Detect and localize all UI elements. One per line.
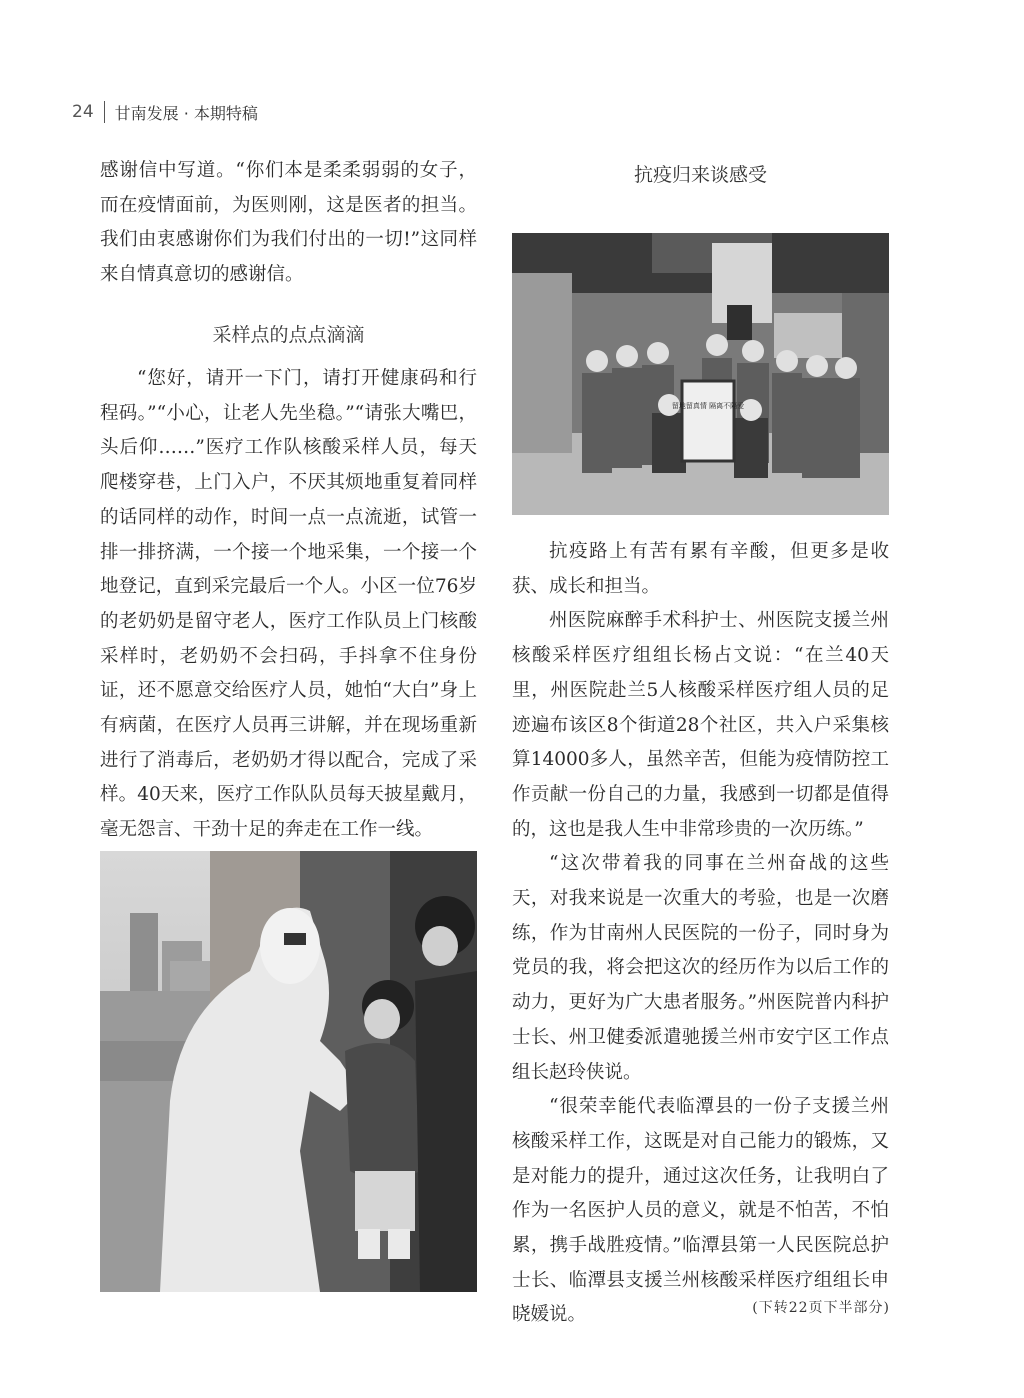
right-paragraph-4: “很荣幸能代表临潭县的一份子支援兰州核酸采样工作，这既是对自己能力的锻炼，又是对能力的提升，通过这次任务，让我明白了作为一名医护人员的意义，就是不怕苦，不怕累，携手战胜疫情。”临潭县第一人民医院总护士长、临潭县支援兰州核酸采样医疗组组长申晓媛说。 xyxy=(512,1096,889,1326)
magazine-title: 甘南发展 · 本期特稿 xyxy=(114,103,258,123)
left-column-body xyxy=(100,362,477,848)
banner-text: 留地留真情 隔离不隔爱 xyxy=(671,402,745,410)
sampling-photo xyxy=(100,851,477,1292)
right-column-body xyxy=(512,535,889,1333)
team-group-photo-illustration xyxy=(512,233,889,515)
section-heading-reflections: 抗疫归来谈感受 xyxy=(633,164,767,186)
continued-note: (下转22页下半部分) xyxy=(752,1300,890,1316)
right-paragraph-3: “这次带着我的同事在兰州奋战的这些天，对我来说是一次重大的考验，也是一次磨练，作为甘南州人民医院的一份子，同时身为党员的我，将会把这次的经历作为以后工作的动力，更好为广大患者服务。”州医院普内科护士长、州卫健委派遣驰援兰州市安宁区工作点组长赵玲侠说。 xyxy=(512,853,889,1083)
right-paragraph-1: 抗疫路上有苦有累有辛酸，但更多是收获、成长和担当。 xyxy=(512,541,889,597)
team-group-photo xyxy=(512,233,889,515)
left-paragraph-2: “您好，请开一下门，请打开健康码和行程码。”“小心，让老人先坐稳。”“请张大嘴巴，头后仰……”医疗工作队核酸采样人员，每天爬楼穿巷，上门入户，不厌其烦地重复着同样的话同样的动作，时间一点一点流逝，试管一排一排挤满，一个接一个地采集，一个接一个地登记，直到采完最后一个人。小区一位76岁的老奶奶是留守老人，医疗工作队员上门核酸采样时，老奶奶不会扫码，手抖拿不住身份证，还不愿意交给医疗人员，她怕“大白”身上有病菌，在医疗人员再三讲解，并在现场重新进行了消毒后，老奶奶才得以配合，完成了采样。40天来，医疗工作队队员每天披星戴月，毫无怨言、干劲十足的奔走在工作一线。 xyxy=(100,368,477,841)
section-heading-sampling: 采样点的点点滴滴 xyxy=(212,324,365,346)
left-column-top xyxy=(100,154,477,293)
right-paragraph-2: 州医院麻醉手术科护士、州医院支援兰州核酸采样医疗组组长杨占文说：“在兰40天里，州医院赴兰5人核酸采样医疗组人员的足迹遍布该区8个街道28个社区，共入户采集核算14000多人，虽然辛苦，但能为疫情防控工作贡献一份自己的力量，我感到一切都是值得的，这也是我人生中非常珍贵的一次历练。” xyxy=(512,610,889,840)
header-divider xyxy=(104,101,105,123)
page-number: 24 xyxy=(72,102,94,122)
left-paragraph-1: 感谢信中写道。“你们本是柔柔弱弱的女子，而在疫情面前，为医则刚，这是医者的担当。我们由衷感谢你们为我们付出的一切!”这同样来自情真意切的感谢信。 xyxy=(100,160,477,286)
page-header xyxy=(72,98,258,126)
sampling-photo-illustration xyxy=(100,851,477,1292)
